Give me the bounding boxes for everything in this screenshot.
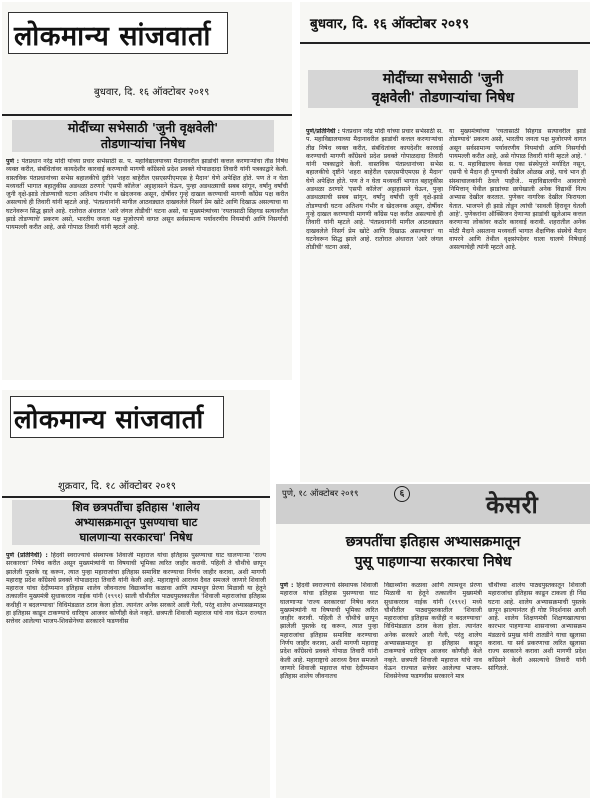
headline [308,70,578,108]
divider [2,114,292,116]
divider [2,496,270,498]
clipping-sanjvarta-oct18 [2,390,270,798]
headline-line-1: मोदींच्या सभेसाठी 'जुनी वृक्षवेली' [67,120,219,135]
article-column-2: या मुख्यमंत्र्यांच्या 'रयतासाठी सिहगड सत्यावरील झाडे तोडण्याचे' प्रकरण असो, भारतीय जनता पक्ष मुजोरपणे वागत असून सर्वसामान्य पर्यावरणीय नियमांची आणि निसर्गाची पायमल्ली करीत आहे, असे गोपाळ तिवारी यांनी म्हटले आहे. ' स. प. महाविद्यालय केवळ एका संस्थेपुरते मर्यादित नसून, एसपी चे मैदान ही पुण्याची देखील ओळख आहे, याचे भान ही संस्थाचालकांनी ठेवले पाहीजे.. महाविद्यालयीन आवाराचे निमित्तान् येथील झाडांच्या छायेखाली अनेक विद्यार्थी नित्य अभ्यास देखील करतात. पुणेकर नागरिक देखील फिरायला येतात. भाजपने ही झाडे तोडून त्यांची 'सावली हिरावून घेतली आहे'. पुणेकरांना ऑक्सिजन देणाऱ्या झाडांची खुलेआम कत्तल करणाऱ्या लोकांवर कठोर कारवाई करावी. शहरातील अनेक मोठी मैदाने असताना मध्यवर्ती भागात शैक्षणिक संस्थेचे मैदान वापरने आणि तेथील वृक्षसंपदेवर घाला घालणे निषेधार्ह असल्याचेही त्यांनी म्हटले आहे. [449,128,586,252]
divider [300,42,590,44]
clipping-kesari-oct18 [276,484,590,798]
article-column-2: विद्यार्थ्यांना कळावा आणि त्यामधून प्रेरणा मिळावी या हेतूने तत्कालीन मुख्यमंत्री सुधाकरराव नाईक यांनी (१९९१) मध्ये चौथीतील पाठ्यपुस्तकातील 'शिवाजी महाराजांचा इतिहास कधीही न बदलण्याचा' विधिमंडळात ठराव केला होता. त्यानंतर अनेक सरकारे आली गेली, परंतु शालेय अभ्यासक्रमातून हा इतिहास काढून टाकण्याचे धारिष्ट्य आजवर कोणीही केले नव्हते. छत्रपती शिवाजी महाराज यांचे नाव घेऊन राज्यात सत्तेवर आलेल्या भाजप-शिवसेनेच्या फडणवीस सरकारने मात्र [384,582,482,681]
headline-line-1: छत्रपतींचा इतिहास अभ्यासक्रमातून [345,534,521,550]
masthead: लोकमान्य सांजवार्ता [14,21,211,52]
date-line: बुधवार, दि. १६ ऑक्टोबर २०१९ [94,87,210,98]
article-text: पंतप्रधान नरेंद्र मोदी यांच्या प्रचार सभेसाठी स. प. महाविद्यालयाच्या मैदानावरील झाडांची कत्तल करणाऱ्यांचा तीव्र निषेध व्यक्त करीत, संबंधितांवर कायदेशीर कारवाई करण्याची मागणी काँग्रेसचे प्रदेश प्रवक्ते गोपाळदादा तिवारी यांनी पत्रकाद्वारे केली. वास्तविक पंतप्रधानांच्या सभेस बहालकीचे दृष्टीने 'शहरा बाहेरील एसएसपीएमएस हे मैदान' घेणे अपेक्षित होते. पण ते न घेता मध्यवर्ती भागात बहातुकीस अडथळा ठरणारे 'एसपी कॉलेज' अट्टाहासाने घेऊन, पुन्हा अडथळ्याची सबब सांगून, वर्षांनु वर्षांची जुनी वृक्षे-झाडे तोडण्याची घटना अतिशय गंभीर व खेदजनक असून, दोषींवर गुन्हे दाखल करण्याची मागणी काँग्रेस पक्ष करीत असल्याचे ही तिवारी यांनी म्हटले आहे. 'पंतप्रधानांनी मागील आठवड्यात दाखवलेले निसर्ग प्रेम खोटे आणि दिखाऊ असल्याचा या घटनेवरून सिद्ध झाले आहे. रातोरात अंधारात 'आरे जंगल तोडीची' घटना असो, या मुख्यमंत्र्यांच्या 'रयतासाठी सिहगड सत्यावरील झाडे तोडण्याचे' प्रकरण असो, भारतीय जनता पक्ष मुजोरपणे वागत असून सर्वसामान्य पर्यावरणीय नियमांची आणि निसर्गाची पायमल्ली करीत आहे, असे गोपाळ तिवारी यांनी म्हटले आहे. [6,158,288,232]
article-text: हिंदवी स्वराज्याचे संस्थापक शिवाजी महाराज यांचा इतिहास पुसण्याचा घाट घालणाऱ्या 'राज्य सरकारचा' निषेध करीत असून मुख्यमंत्र्यांनी या विषयाची भूमिका त्वरित जाहीर करावी. पहिली ते चौथीचे छापून झालेली पुस्तके रद्द करून, त्यात पुन्हा महाराजांचा इतिहास समाविष्ट करण्याचा निर्णय जाहीर करावा, अशी मागणी महाराष्ट्र प्रदेश काँग्रेसचे प्रवक्ते गोपाळदादा तिवारी यांनी केली आहे. महाराष्ट्राचे आराध्य दैवत समजले जाणारे शिवाजी महाराज यांचा देदीप्यमान इतिहास शालेय जीवनातच विद्यार्थ्यांना कळावा आणि त्यामधून प्रेरणा मिळावी या हेतूने तत्कालीन मुख्यमंत्री सुधाकरराव नाईक यांनी (१९९१) साली चौथीतील पाठ्यपुस्तकातील 'शिवाजी महाराजांचा इतिहास कधीही न बदलण्याचा' विधिमंडळात ठराव केला होता. त्यानंतर अनेक सरकारे आली गेली, परंतु शालेय अभ्यासक्रमातून हा इतिहास काढून टाकण्याचे धारिष्ट्य आजवर कोणीही केले नव्हते. छत्रपती शिवाजी महाराज यांचे नाव घेऊन राज्यात सत्तेवर आलेल्या भाजप-शिवसेनेच्या सरकारने फडणवीस [6,552,266,626]
headline-line-3: घालणाऱ्या सरकारचा' निषेध [79,531,193,544]
masthead: लोकमान्य सांजवार्ता [14,405,204,435]
headline-line-2: वृक्षवेली' तोडणाऱ्यांचा निषेध [371,90,515,106]
article-lead: पुणे (प्रतिनिधी) : [6,552,48,559]
article-columns [306,128,586,478]
clipping-sanjvarta-oct16 [2,2,292,380]
article-lead: पुणे/प्रतिनिधी : [306,128,341,135]
headline [12,500,260,545]
article-body [6,552,266,794]
headline-line-2: अभ्यासक्रमातून पुसण्याचा घाट [74,516,198,529]
article-lead: पुणे : [280,582,294,589]
masthead: केसरी [486,490,539,519]
headline-line-1: शिव छत्रपतींचा इतिहास 'शालेय [72,501,200,514]
article-column-1 [306,128,443,478]
headline [280,532,586,572]
article-column-1 [280,582,378,794]
clipping-oct16-page [300,2,590,482]
date-line: बुधवार, दि. १६ ऑक्टोबर २०१९ [310,16,470,32]
date-line: शुक्रवार, दि. १८ ऑक्टोबर २०१९ [58,481,177,492]
article-columns [280,582,586,794]
headline [12,120,274,152]
page-number: ६ [394,486,410,502]
article-body [6,158,288,376]
article-lead: पुणे : [6,158,20,165]
headline-line-1: मोदींच्या सभेसाठी 'जुनी [382,71,504,87]
dateline: पुणे, १८ ऑक्टोबर २०१९ [282,489,359,499]
headline-line-2: तोडणाऱ्यांचा निषेध [100,136,186,151]
article-text-col-1: हिंदवी स्वराज्याचे संस्थापक शिवाजी महाराज यांचा इतिहास पुसण्याचा घाट घालणाऱ्या 'राज्य सरकारचा' निषेध करत मुख्यमंत्र्यांनी या विषयाची भूमिका त्वरित जाहीर करावी. पहिली ते चौथीचे छापून झालेली पुस्तके रद्द करून, त्यात पुन्हा महाराजांचा इतिहास समाविष्ट करण्याचा निर्णय जाहीर करावा, अशी मागणी महाराष्ट्र प्रदेश काँग्रेसचे प्रवक्ते गोपाळ तिवारी यांनी केली आहे. महाराष्ट्राचे आराध्य दैवत समजले जाणारे शिवाजी महाराज यांचा देदीप्यमान इतिहास शालेय जीवनातच [280,582,378,681]
article-text-col-1: पंतप्रधान नरेंद्र मोदी यांच्या प्रचार सभेसाठी स. प. महाविद्यालयाच्या मैदानावरील झाडांची कत्तल करणाऱ्यांचा तीव्र निषेध व्यक्त करीत, संबंधितांवर कायदेशीर कारवाई करण्याची मागणी काँग्रेसचे प्रदेश प्रवक्ते गोपाळदादा तिवारी यांनी पत्रकाद्वारे केली. वास्तविक पंतप्रधानांच्या सभेस बहालकीचे दृष्टीने 'शहरा बाहेरील एसएसपीएमएस हे मैदान' घेणे अपेक्षित होते. पण ते न घेता मध्यवर्ती भागात बहातुकीस अडथळा ठरणारे 'एसपी कॉलेज' अट्टाहासाने घेऊन, पुन्हा अडथळ्याची सबब सांगून, वर्षांनु वर्षांची जुनी वृक्षे-झाडे तोडण्याची घटना अतिशय गंभीर व खेदजनक असून, दोषींवर गुन्हे दाखल करण्याची मागणी काँग्रेस पक्ष करीत असल्याचे ही तिवारी यांनी म्हटले आहे. 'पंतप्रधानांनी मागील आठवड्यात दाखवलेले निसर्ग प्रेम खोटे आणि दिखाऊ असल्याचा' या घटनेवरून सिद्ध झाले आहे. रातोरात अंधारात 'आरे जंगल तोडीची' घटना असो, [306,128,443,252]
headline-line-2: पुसू पाहणाऱ्या सरकारचा निषेध [354,554,512,570]
article-column-3: चौथीच्या शालेय पाठ्यपुस्तकातून शिवाजी महाराजांचा इतिहास काढून टाकला ही निंद्य घटना आहे. शालेय अभ्यासक्रमाची पुस्तके छापून झाल्यानंतर ही गोष्ट निदर्शनास आली आहे. शालेय शिक्षणमंत्री शिक्षणखात्याचा कारभार पाहणाऱ्या शासनाच्या अभ्यासक्रम मंडळाचे प्रमुख यांनी तातडीने याचा खुलासा करावा. या सर्व प्रकरणाचा त्वरित खुलासा राज्य सरकारने करावा अशी मागणी प्रदेश काँग्रेसने केली असल्याचे तिवारी यांनी सांगितले. [488,582,586,672]
